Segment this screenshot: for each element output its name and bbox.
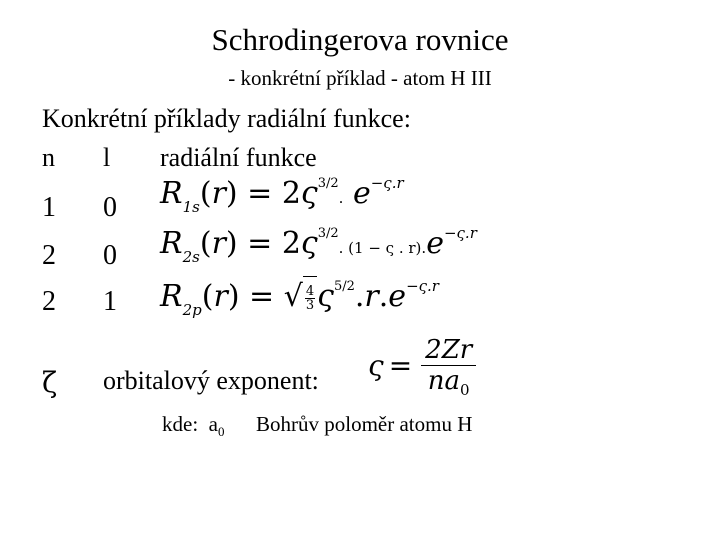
row1-l: 0 [103,192,117,223]
formula-r2p: $R_{2p}(r)$ = √ $\frac{4}{3}$ $\varsigma^{5/2}.r.e^{-\varsigma.r}$ [160,277,439,319]
formula-r2s: $R_{2s}(r) = 2\varsigma^{3/2}$. (1 − ς . $r).e^{-\varsigma.r}$ [160,224,477,266]
orbital-exponent-label: orbitalový exponent: [103,366,319,395]
bohr-radius-note [162,412,472,437]
formula-r1s: $R_{1s}(r) = 2\varsigma^{3/2}$. $e^{-\varsigma.r}$ [160,174,404,216]
row3-n: 2 [42,286,56,317]
row2-n: 2 [42,240,56,271]
header-radial-function: radiální funkce [160,143,317,172]
page-subtitle: - konkrétní příklad - atom H III [228,66,492,90]
note-prefix: kde: [162,412,199,436]
row2-l: 0 [103,240,117,271]
zeta-formula: ς = $\frac{2Zr}{na_0}$ [368,335,476,396]
note-symbol-subscript: 0 [217,424,225,439]
page-title: Schrodingerova rovnice [211,22,509,57]
note-symbol: a [208,412,218,436]
zeta-symbol: ζ [42,366,58,399]
section-heading: Konkrétní příklady radiální funkce: [42,104,411,133]
row3-l: 1 [103,286,117,317]
note-text: Bohrův poloměr atomu H [255,412,473,436]
row1-n: 1 [42,192,56,223]
header-l: l [103,143,111,172]
header-n: n [42,143,55,172]
